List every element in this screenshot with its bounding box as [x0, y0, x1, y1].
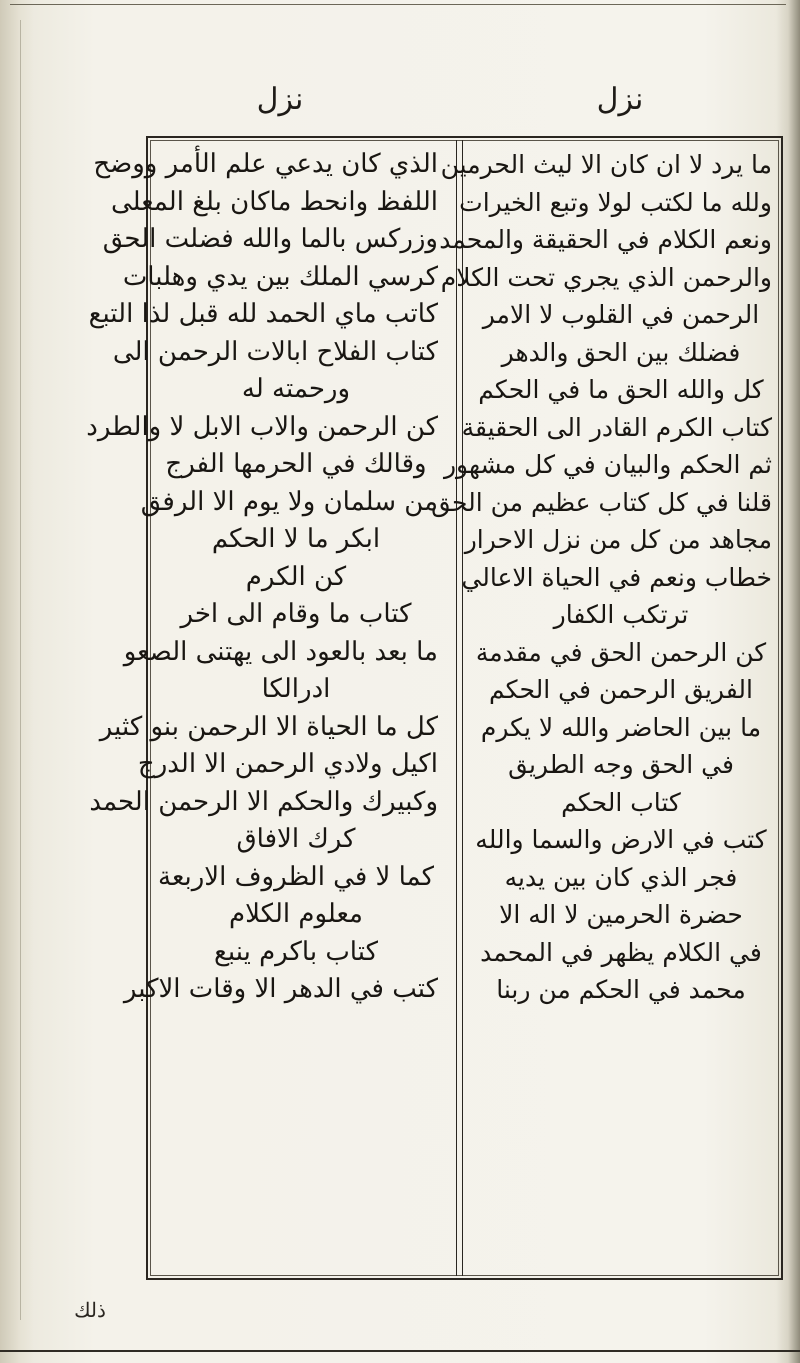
text-line: كتاب الكرم القادر الى الحقيقة	[461, 412, 772, 442]
text-line: حضرة الحرمين لا اله الا	[499, 900, 743, 929]
text-line: اكيل ولادي الرحمن الا الدرج	[137, 749, 438, 779]
text-line: كتاب باكرم ينبع	[214, 936, 378, 967]
text-line: كل والله الحق ما في الحكم	[478, 375, 764, 404]
text-line: مجاهد من كل من نزل الاحرار	[464, 525, 772, 554]
text-line: كن الرحمن والاب الابل لا والطرد	[86, 411, 438, 442]
text-line: ترتكب الكفار	[553, 600, 689, 629]
column-divider-right	[462, 140, 463, 1276]
catchword: ذلك	[74, 1298, 106, 1322]
left-text-column	[86, 146, 438, 1274]
left-margin-rule	[20, 20, 21, 1320]
page-left-edge	[0, 0, 34, 1363]
text-line: في الكلام يظهر في المحمد	[480, 937, 762, 967]
text-line: ونعم الكلام في الحقيقة والمحمد	[439, 225, 772, 254]
text-line: ما بين الحاضر والله لا يكرم	[480, 712, 762, 742]
text-line: اللفظ وانحط ماكان بلغ المعلى	[110, 186, 438, 217]
text-line: فجر الذي كان بين يديه	[504, 862, 738, 892]
text-line: في الحق وجه الطريق	[508, 750, 734, 779]
text-line: ادرالكا	[261, 674, 331, 704]
top-edge-rule	[10, 4, 786, 5]
text-line: قلنا في كل كتاب عظيم من الحق	[431, 487, 772, 517]
text-line: كن الرحمن الحق في مقدمة	[475, 637, 767, 667]
text-line: ابكر ما لا الحكم	[211, 524, 381, 554]
text-line: كاتب ماي الحمد لله قبل لذا التبع	[88, 299, 438, 329]
text-line: كرسي الملك بين يدي وهلبات	[122, 261, 438, 292]
text-line: خطاب ونعم في الحياة الاعالي	[461, 562, 772, 592]
text-line: ثم الحكم والبيان في كل مشهور	[443, 450, 772, 479]
text-line: وقالك في الحرمها الفرج	[165, 449, 427, 479]
text-line: الذي كان يدعي علم الأمر ووضح	[93, 149, 438, 179]
right-column-header: نزل	[596, 82, 644, 117]
column-divider-left	[456, 140, 457, 1276]
text-line: كتب في الدهر الا وقات الاكبر	[123, 974, 438, 1004]
right-text-column	[431, 146, 772, 1274]
text-line: الرحمن في القلوب لا الامر	[482, 300, 760, 329]
text-line: معلوم الكلام	[229, 899, 363, 929]
text-line: كل ما الحياة الا الرحمن بنو كثير	[99, 711, 438, 742]
text-line: كتاب الفلاح ابالات الرحمن الى	[112, 336, 438, 367]
bottom-edge-rule	[0, 1350, 800, 1352]
text-line: ما بعد بالعود الى يهتنى الصعو	[123, 636, 438, 667]
text-line: كن الكرم	[245, 561, 347, 592]
text-line: كما لا في الظروف الاربعة	[158, 861, 434, 892]
text-line: فضلك بين الحق والدهر	[501, 337, 741, 367]
text-line: ما يرد لا ان كان الا ليث الحرمين	[440, 150, 772, 179]
left-column-header: نزل	[256, 82, 304, 117]
text-line: كتاب الحكم	[561, 787, 681, 817]
text-line: ورحمته له	[241, 374, 351, 404]
text-line: وكبيرك والحكم الا الرحمن الحمد	[89, 786, 438, 817]
text-line: الفريق الرحمن في الحكم	[489, 675, 753, 704]
text-line: ولله ما لكتب لولا وتبع الخيرات	[459, 187, 772, 217]
text-line: كتاب ما وقام الى اخر	[180, 599, 412, 629]
text-line: وزركس بالما والله فضلت الحق	[102, 224, 438, 254]
text-line: كتب في الارض والسما والله	[475, 825, 767, 854]
text-line: كرك الافاق	[236, 824, 356, 854]
text-line: محمد في الحكم من ربنا	[496, 975, 746, 1004]
text-line: من سلمان ولا يوم الا الرفق	[140, 486, 438, 517]
text-line: والرحمن الذي يجري تحت الكلام	[440, 262, 772, 292]
